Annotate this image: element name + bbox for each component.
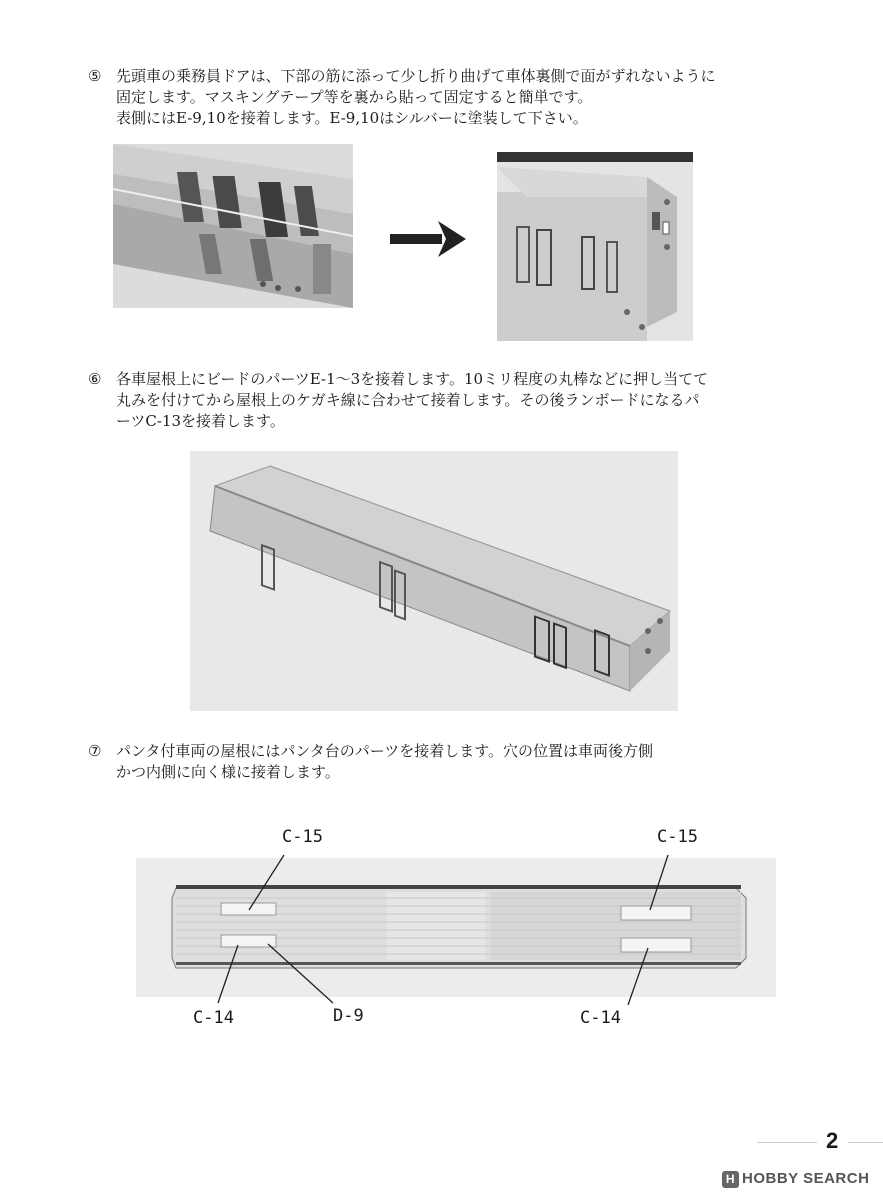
step-text-line: ーツC-13を接着します。 [116,412,285,430]
step-text-line: 固定します。マスキングテープ等を裏から貼って固定すると簡単です。 [116,88,593,106]
label-c14-left: C-14 [193,1008,234,1028]
hobby-search-watermark [722,1170,869,1188]
step-number: ⑥ [88,370,102,388]
label-c15-right: C-15 [657,827,698,847]
footer-rule [757,1142,817,1143]
label-c15-left: C-15 [282,827,323,847]
step-number: ⑦ [88,742,102,760]
step-text-line: 表側にはE-9,10を接着します。E-9,10はシルバーに塗装して下さい。 [116,109,588,127]
label-c14-right: C-14 [580,1008,621,1028]
hobby-search-logo-icon: H [722,1171,739,1188]
step-text-line: 丸みを付けてから屋根上のケガキ線に合わせて接着します。その後ランボードになるパ [116,391,700,409]
page-number: 2 [826,1128,839,1153]
label-d9: D-9 [333,1006,364,1026]
step-text-line: 各車屋根上にビードのパーツE-1～3を接着します。10ミリ程度の丸棒などに押し当てて [116,370,709,388]
step-number: ⑤ [88,67,102,85]
footer-rule [848,1142,883,1143]
watermark-text: HOBBY SEARCH [742,1170,870,1187]
step-text-line: パンタ付車両の屋根にはパンタ台のパーツを接着します。穴の位置は車両後方側 [116,742,654,760]
step-text-line: 先頭車の乗務員ドアは、下部の筋に添って少し折り曲げて車体裏側で面がずれないように [116,67,716,85]
step-text-line: かつ内側に向く様に接着します。 [116,763,340,781]
